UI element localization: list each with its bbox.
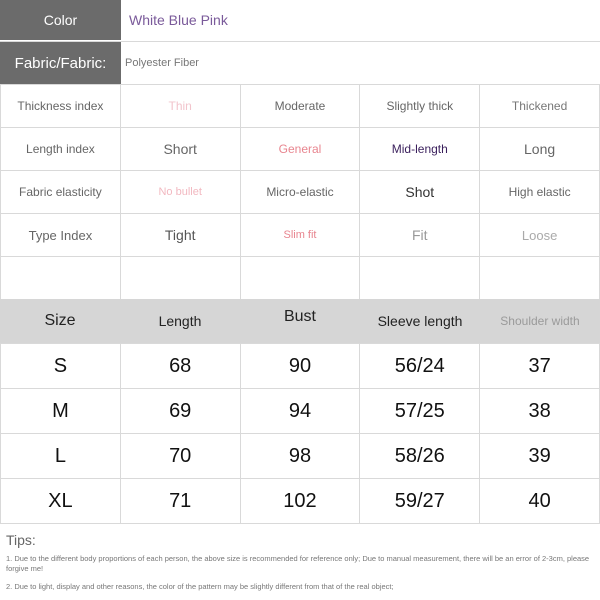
attribute-name: Length index bbox=[1, 128, 121, 171]
shoulder-cell: 39 bbox=[480, 434, 600, 479]
length-cell: 70 bbox=[120, 434, 240, 479]
sleeve-cell: 57/25 bbox=[360, 389, 480, 434]
sleeve-cell: 59/27 bbox=[360, 479, 480, 524]
attribute-option: Fit bbox=[360, 214, 480, 257]
attribute-option: Tight bbox=[120, 214, 240, 257]
attribute-name: Type Index bbox=[1, 214, 121, 257]
attribute-option: Slightly thick bbox=[360, 85, 480, 128]
bust-cell: 98 bbox=[240, 434, 360, 479]
length-cell: 71 bbox=[120, 479, 240, 524]
tip-item: 1. Due to the different body proportions of each person, the above size is recommended for reference only; Due to manual measurement, there will be an error of 2-3cm, please forgive me! bbox=[6, 554, 590, 573]
attribute-option: Loose bbox=[480, 214, 600, 257]
size-cell: S bbox=[1, 344, 121, 389]
attribute-name: Fabric elasticity bbox=[1, 171, 121, 214]
attribute-row-length bbox=[1, 128, 600, 171]
size-cell: M bbox=[1, 389, 121, 434]
sleeve-cell: 58/26 bbox=[360, 434, 480, 479]
empty-cell bbox=[360, 257, 480, 300]
attribute-option-selected: Mid-length bbox=[360, 128, 480, 171]
attribute-row-thickness bbox=[1, 85, 600, 128]
shoulder-cell: 38 bbox=[480, 389, 600, 434]
attribute-option: High elastic bbox=[480, 171, 600, 214]
size-table bbox=[0, 343, 600, 524]
empty-cell bbox=[1, 257, 121, 300]
bust-cell: 102 bbox=[240, 479, 360, 524]
header-length: Length bbox=[158, 313, 202, 329]
attribute-option: Long bbox=[480, 128, 600, 171]
empty-cell bbox=[480, 257, 600, 300]
tip-item: 2. Due to light, display and other reasons, the color of the pattern may be slightly different from that of the real object; bbox=[6, 582, 394, 591]
tips-section bbox=[6, 532, 596, 600]
attribute-option-selected: Shot bbox=[360, 171, 480, 214]
attribute-option: No bullet bbox=[120, 171, 240, 214]
empty-cell bbox=[120, 257, 240, 300]
size-cell: XL bbox=[1, 479, 121, 524]
shoulder-cell: 40 bbox=[480, 479, 600, 524]
attribute-name: Thickness index bbox=[1, 85, 121, 128]
color-label: Color bbox=[0, 0, 121, 40]
color-row bbox=[0, 0, 600, 42]
length-cell: 68 bbox=[120, 344, 240, 389]
size-row bbox=[1, 344, 600, 389]
length-cell: 69 bbox=[120, 389, 240, 434]
attribute-option: Short bbox=[120, 128, 240, 171]
attribute-option: Micro-elastic bbox=[240, 171, 360, 214]
fabric-row bbox=[0, 42, 600, 84]
color-value: White Blue Pink bbox=[129, 12, 228, 28]
fabric-label: Fabric/Fabric: bbox=[0, 42, 121, 84]
sleeve-cell: 56/24 bbox=[360, 344, 480, 389]
attribute-option: General bbox=[240, 128, 360, 171]
shoulder-cell: 37 bbox=[480, 344, 600, 389]
attribute-option: Slim fit bbox=[240, 214, 360, 257]
attribute-option: Moderate bbox=[240, 85, 360, 128]
header-shoulder-width: Shoulder width bbox=[500, 314, 580, 328]
attribute-row-empty bbox=[1, 257, 600, 300]
size-row bbox=[1, 479, 600, 524]
fabric-value: Polyester Fiber bbox=[125, 57, 199, 69]
attribute-option: Thickened bbox=[480, 85, 600, 128]
attribute-row-type bbox=[1, 214, 600, 257]
size-row bbox=[1, 434, 600, 479]
size-row bbox=[1, 389, 600, 434]
size-table-header bbox=[0, 299, 600, 343]
header-sleeve-length: Sleeve length bbox=[377, 313, 463, 329]
header-size: Size bbox=[44, 312, 76, 329]
attribute-option: Thin bbox=[120, 85, 240, 128]
size-cell: L bbox=[1, 434, 121, 479]
empty-cell bbox=[240, 257, 360, 300]
attribute-table bbox=[0, 84, 600, 300]
attribute-row-elasticity bbox=[1, 171, 600, 214]
header-bust: Bust bbox=[283, 308, 316, 325]
bust-cell: 94 bbox=[240, 389, 360, 434]
bust-cell: 90 bbox=[240, 344, 360, 389]
tips-title: Tips: bbox=[6, 532, 36, 548]
